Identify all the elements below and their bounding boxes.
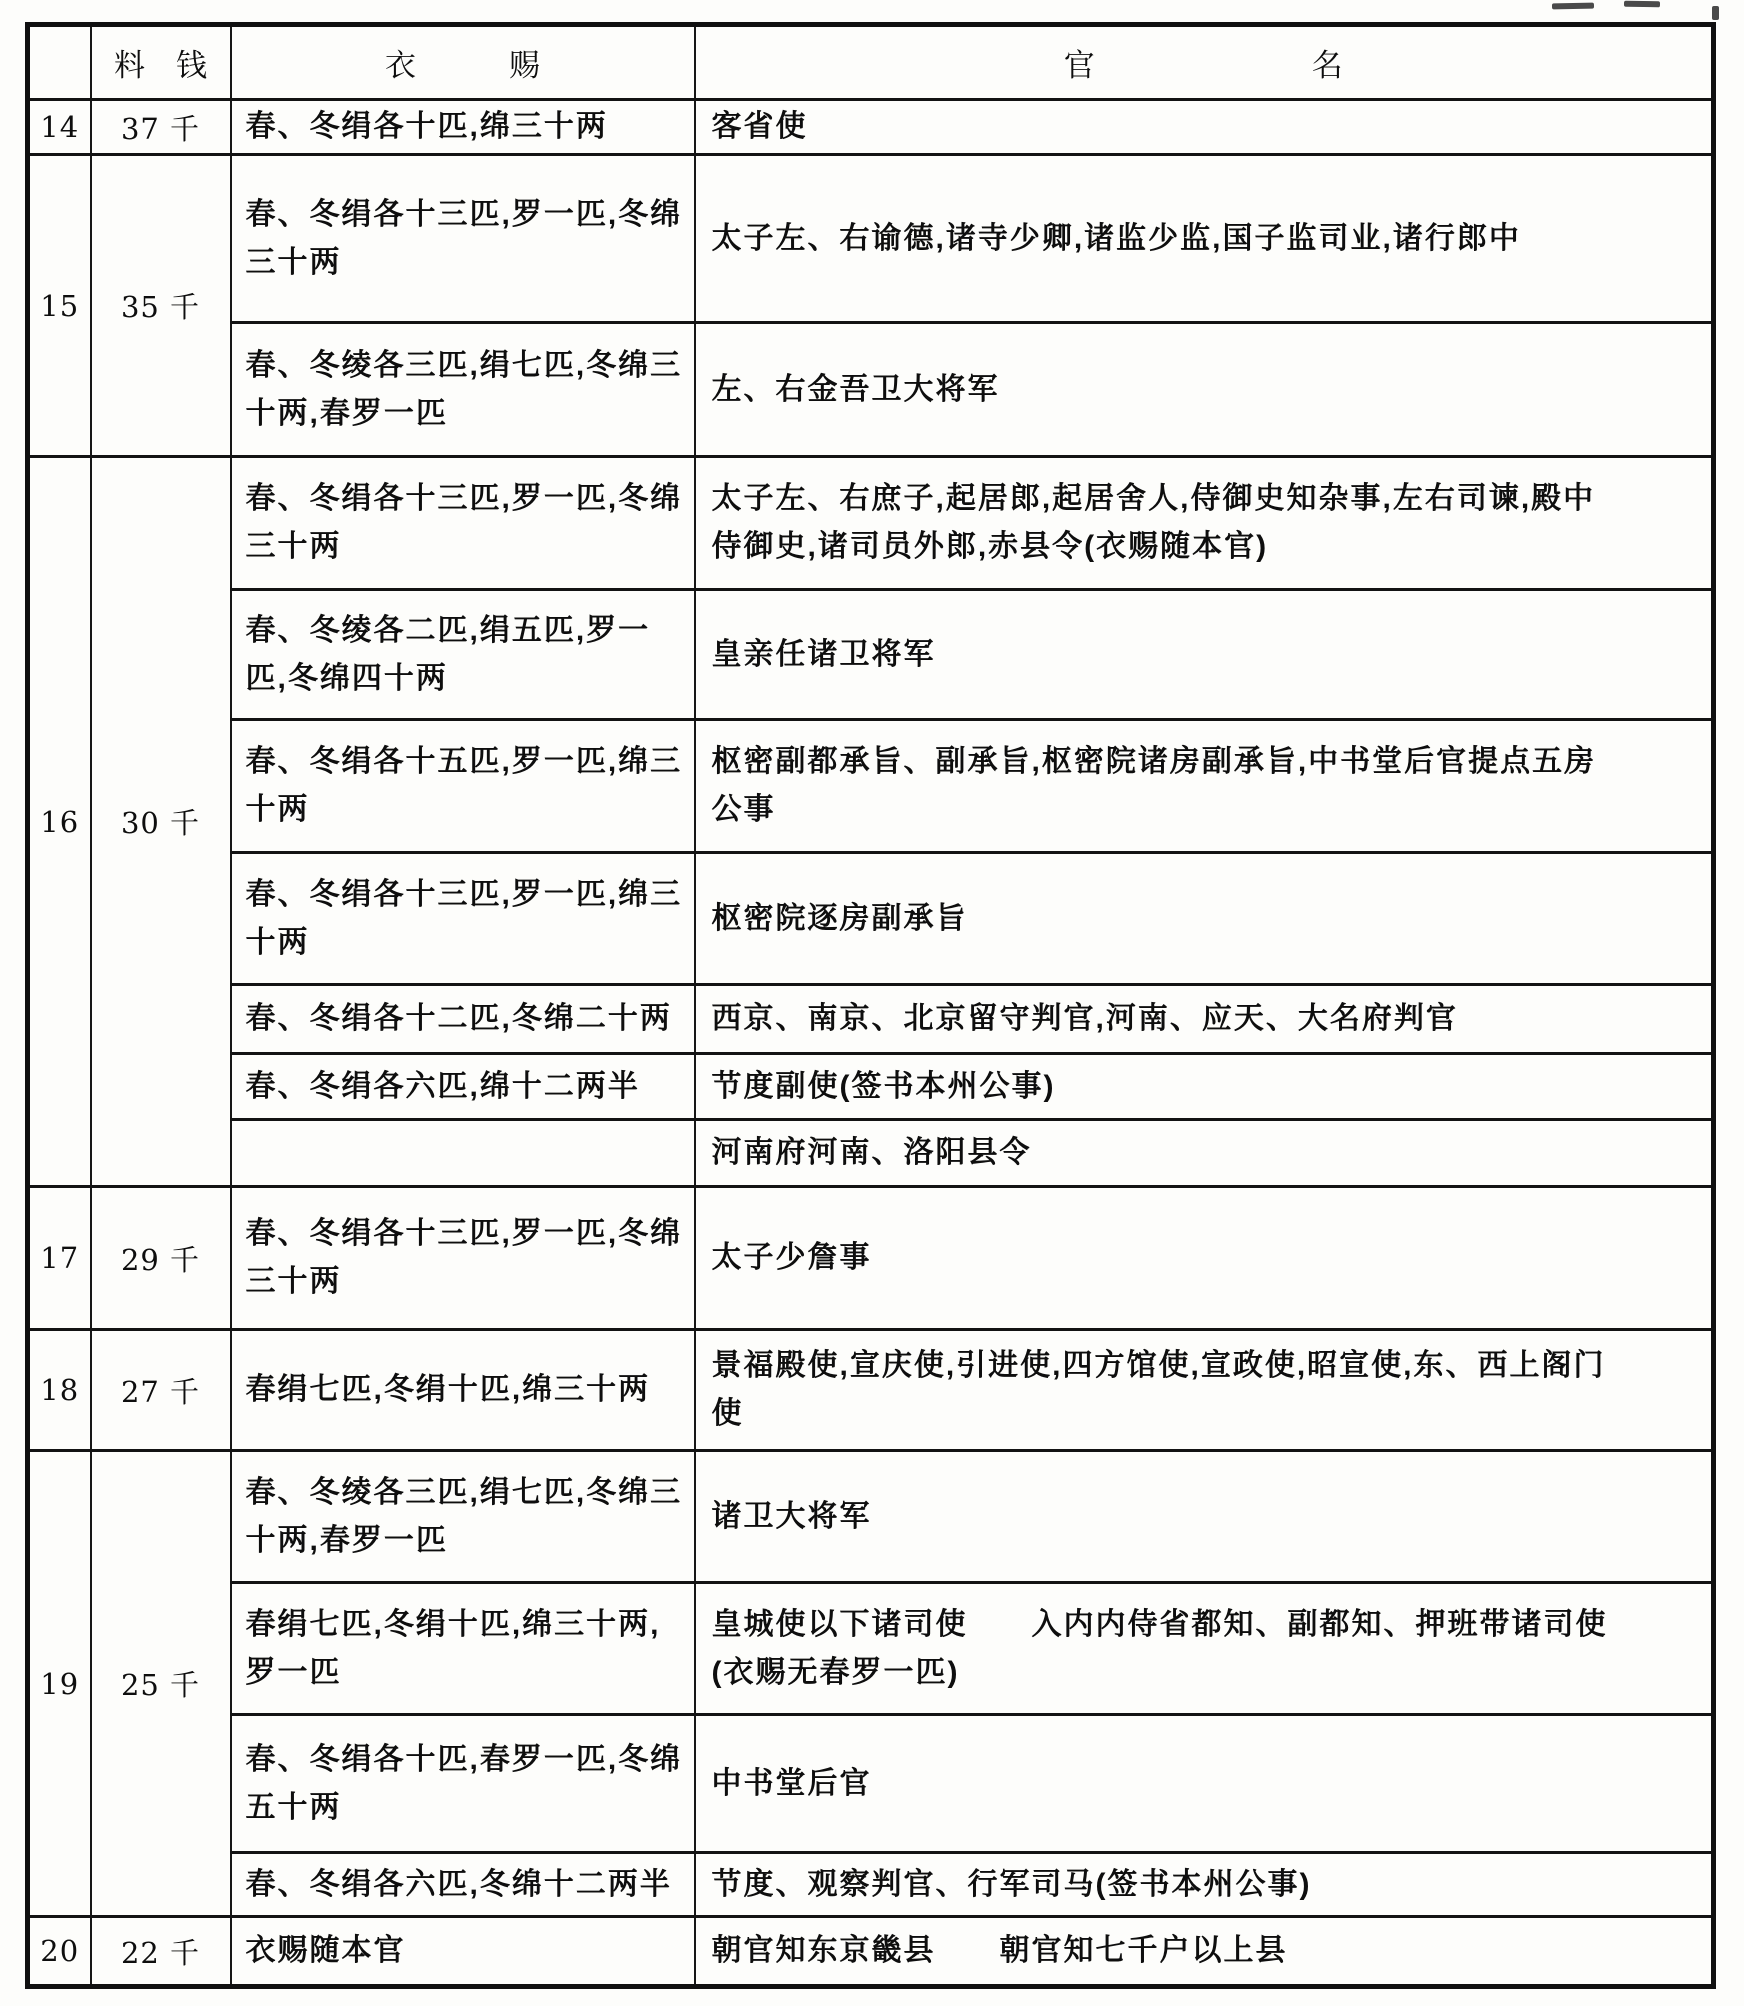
officials-cell: 节度副使(签书本州公事) (695, 1054, 1714, 1120)
scan-artifact (1552, 3, 1594, 10)
table-row (28, 985, 1714, 1054)
table-row (28, 323, 1714, 457)
officials-cell: 节度、观察判官、行军司马(签书本州公事) (695, 1853, 1714, 1917)
pay-cell: 25 千 (91, 1451, 231, 1917)
table-row (28, 100, 1714, 155)
pay-cell: 37 千 (91, 100, 231, 155)
officials-cell: 左、右金吾卫大将军 (695, 323, 1714, 457)
officials-cell: 太子少詹事 (695, 1187, 1714, 1330)
clothing-cell: 春、冬绢各六匹,绵十二两半 (231, 1054, 695, 1120)
table-row (28, 1054, 1714, 1120)
officials-cell: 中书堂后官 (695, 1715, 1714, 1853)
rank-cell: 15 (28, 155, 91, 457)
table-row (28, 155, 1714, 323)
officials-cell: 朝官知东京畿县 朝官知七千户以上县 (695, 1917, 1714, 1987)
clothing-cell: 春绢七匹,冬绢十匹,绵三十两 (231, 1330, 695, 1451)
header-row (28, 25, 1714, 100)
clothing-cell: 春绢七匹,冬绢十匹,绵三十两,罗一匹 (231, 1583, 695, 1715)
clothing-cell: 春、冬绫各三匹,绢七匹,冬绵三十两,春罗一匹 (231, 1451, 695, 1583)
pay-cell: 29 千 (91, 1187, 231, 1330)
pay-cell: 35 千 (91, 155, 231, 457)
rank-cell: 19 (28, 1451, 91, 1917)
scan-artifact (1712, 6, 1719, 20)
table-row (28, 720, 1714, 853)
table-row (28, 1120, 1714, 1187)
header-clothing: 衣 赐 (231, 25, 695, 100)
header-pay: 料 钱 (91, 25, 231, 100)
scan-artifact (1624, 1, 1660, 8)
rank-cell: 16 (28, 457, 91, 1187)
table-row (28, 1330, 1714, 1451)
officials-cell: 皇亲任诸卫将军 (695, 590, 1714, 720)
clothing-cell: 春、冬绢各十匹,春罗一匹,冬绵五十两 (231, 1715, 695, 1853)
officials-cell: 枢密院逐房副承旨 (695, 853, 1714, 985)
officials-cell: 景福殿使,宣庆使,引进使,四方馆使,宣政使,昭宣使,东、西上阁门使 (695, 1330, 1714, 1451)
clothing-cell: 春、冬绢各十三匹,罗一匹,冬绵三十两 (231, 155, 695, 323)
header-rank-cell (28, 25, 91, 100)
table-row (28, 1583, 1714, 1715)
officials-cell: 皇城使以下诸司使 入内内侍省都知、副都知、押班带诸司使(衣赐无春罗一匹) (695, 1583, 1714, 1715)
officials-cell: 诸卫大将军 (695, 1451, 1714, 1583)
clothing-cell: 春、冬绢各十五匹,罗一匹,绵三十两 (231, 720, 695, 853)
rank-cell: 18 (28, 1330, 91, 1451)
stipend-table (25, 22, 1716, 1989)
table-row (28, 457, 1714, 590)
clothing-cell: 春、冬绢各十二匹,冬绵二十两 (231, 985, 695, 1054)
table-row (28, 1917, 1714, 1987)
pay-cell: 30 千 (91, 457, 231, 1187)
officials-cell: 太子左、右庶子,起居郎,起居舍人,侍御史知杂事,左右司谏,殿中侍御史,诸司员外郎,赤县令(衣赐随本官) (695, 457, 1714, 590)
table-row (28, 1853, 1714, 1917)
pay-cell: 22 千 (91, 1917, 231, 1987)
rank-cell: 20 (28, 1917, 91, 1987)
officials-cell: 客省使 (695, 100, 1714, 155)
clothing-cell: 春、冬绫各二匹,绢五匹,罗一匹,冬绵四十两 (231, 590, 695, 720)
header-officials: 官 名 (695, 25, 1714, 100)
table-row (28, 853, 1714, 985)
clothing-cell: 春、冬绢各六匹,冬绵十二两半 (231, 1853, 695, 1917)
clothing-cell: 衣赐随本官 (231, 1917, 695, 1987)
table-row (28, 1187, 1714, 1330)
officials-cell: 太子左、右谕德,诸寺少卿,诸监少监,国子监司业,诸行郎中 (695, 155, 1714, 323)
officials-cell: 枢密副都承旨、副承旨,枢密院诸房副承旨,中书堂后官提点五房公事 (695, 720, 1714, 853)
table-row (28, 590, 1714, 720)
clothing-cell: 春、冬绢各十三匹,罗一匹,绵三十两 (231, 853, 695, 985)
pay-cell: 27 千 (91, 1330, 231, 1451)
clothing-cell: 春、冬绢各十三匹,罗一匹,冬绵三十两 (231, 1187, 695, 1330)
rank-cell: 17 (28, 1187, 91, 1330)
clothing-cell-empty (231, 1120, 695, 1187)
clothing-cell: 春、冬绫各三匹,绢七匹,冬绵三十两,春罗一匹 (231, 323, 695, 457)
officials-cell: 西京、南京、北京留守判官,河南、应天、大名府判官 (695, 985, 1714, 1054)
table-row (28, 1715, 1714, 1853)
table-row (28, 1451, 1714, 1583)
clothing-cell: 春、冬绢各十三匹,罗一匹,冬绵三十两 (231, 457, 695, 590)
officials-cell: 河南府河南、洛阳县令 (695, 1120, 1714, 1187)
rank-cell: 14 (28, 100, 91, 155)
clothing-cell: 春、冬绢各十匹,绵三十两 (231, 100, 695, 155)
